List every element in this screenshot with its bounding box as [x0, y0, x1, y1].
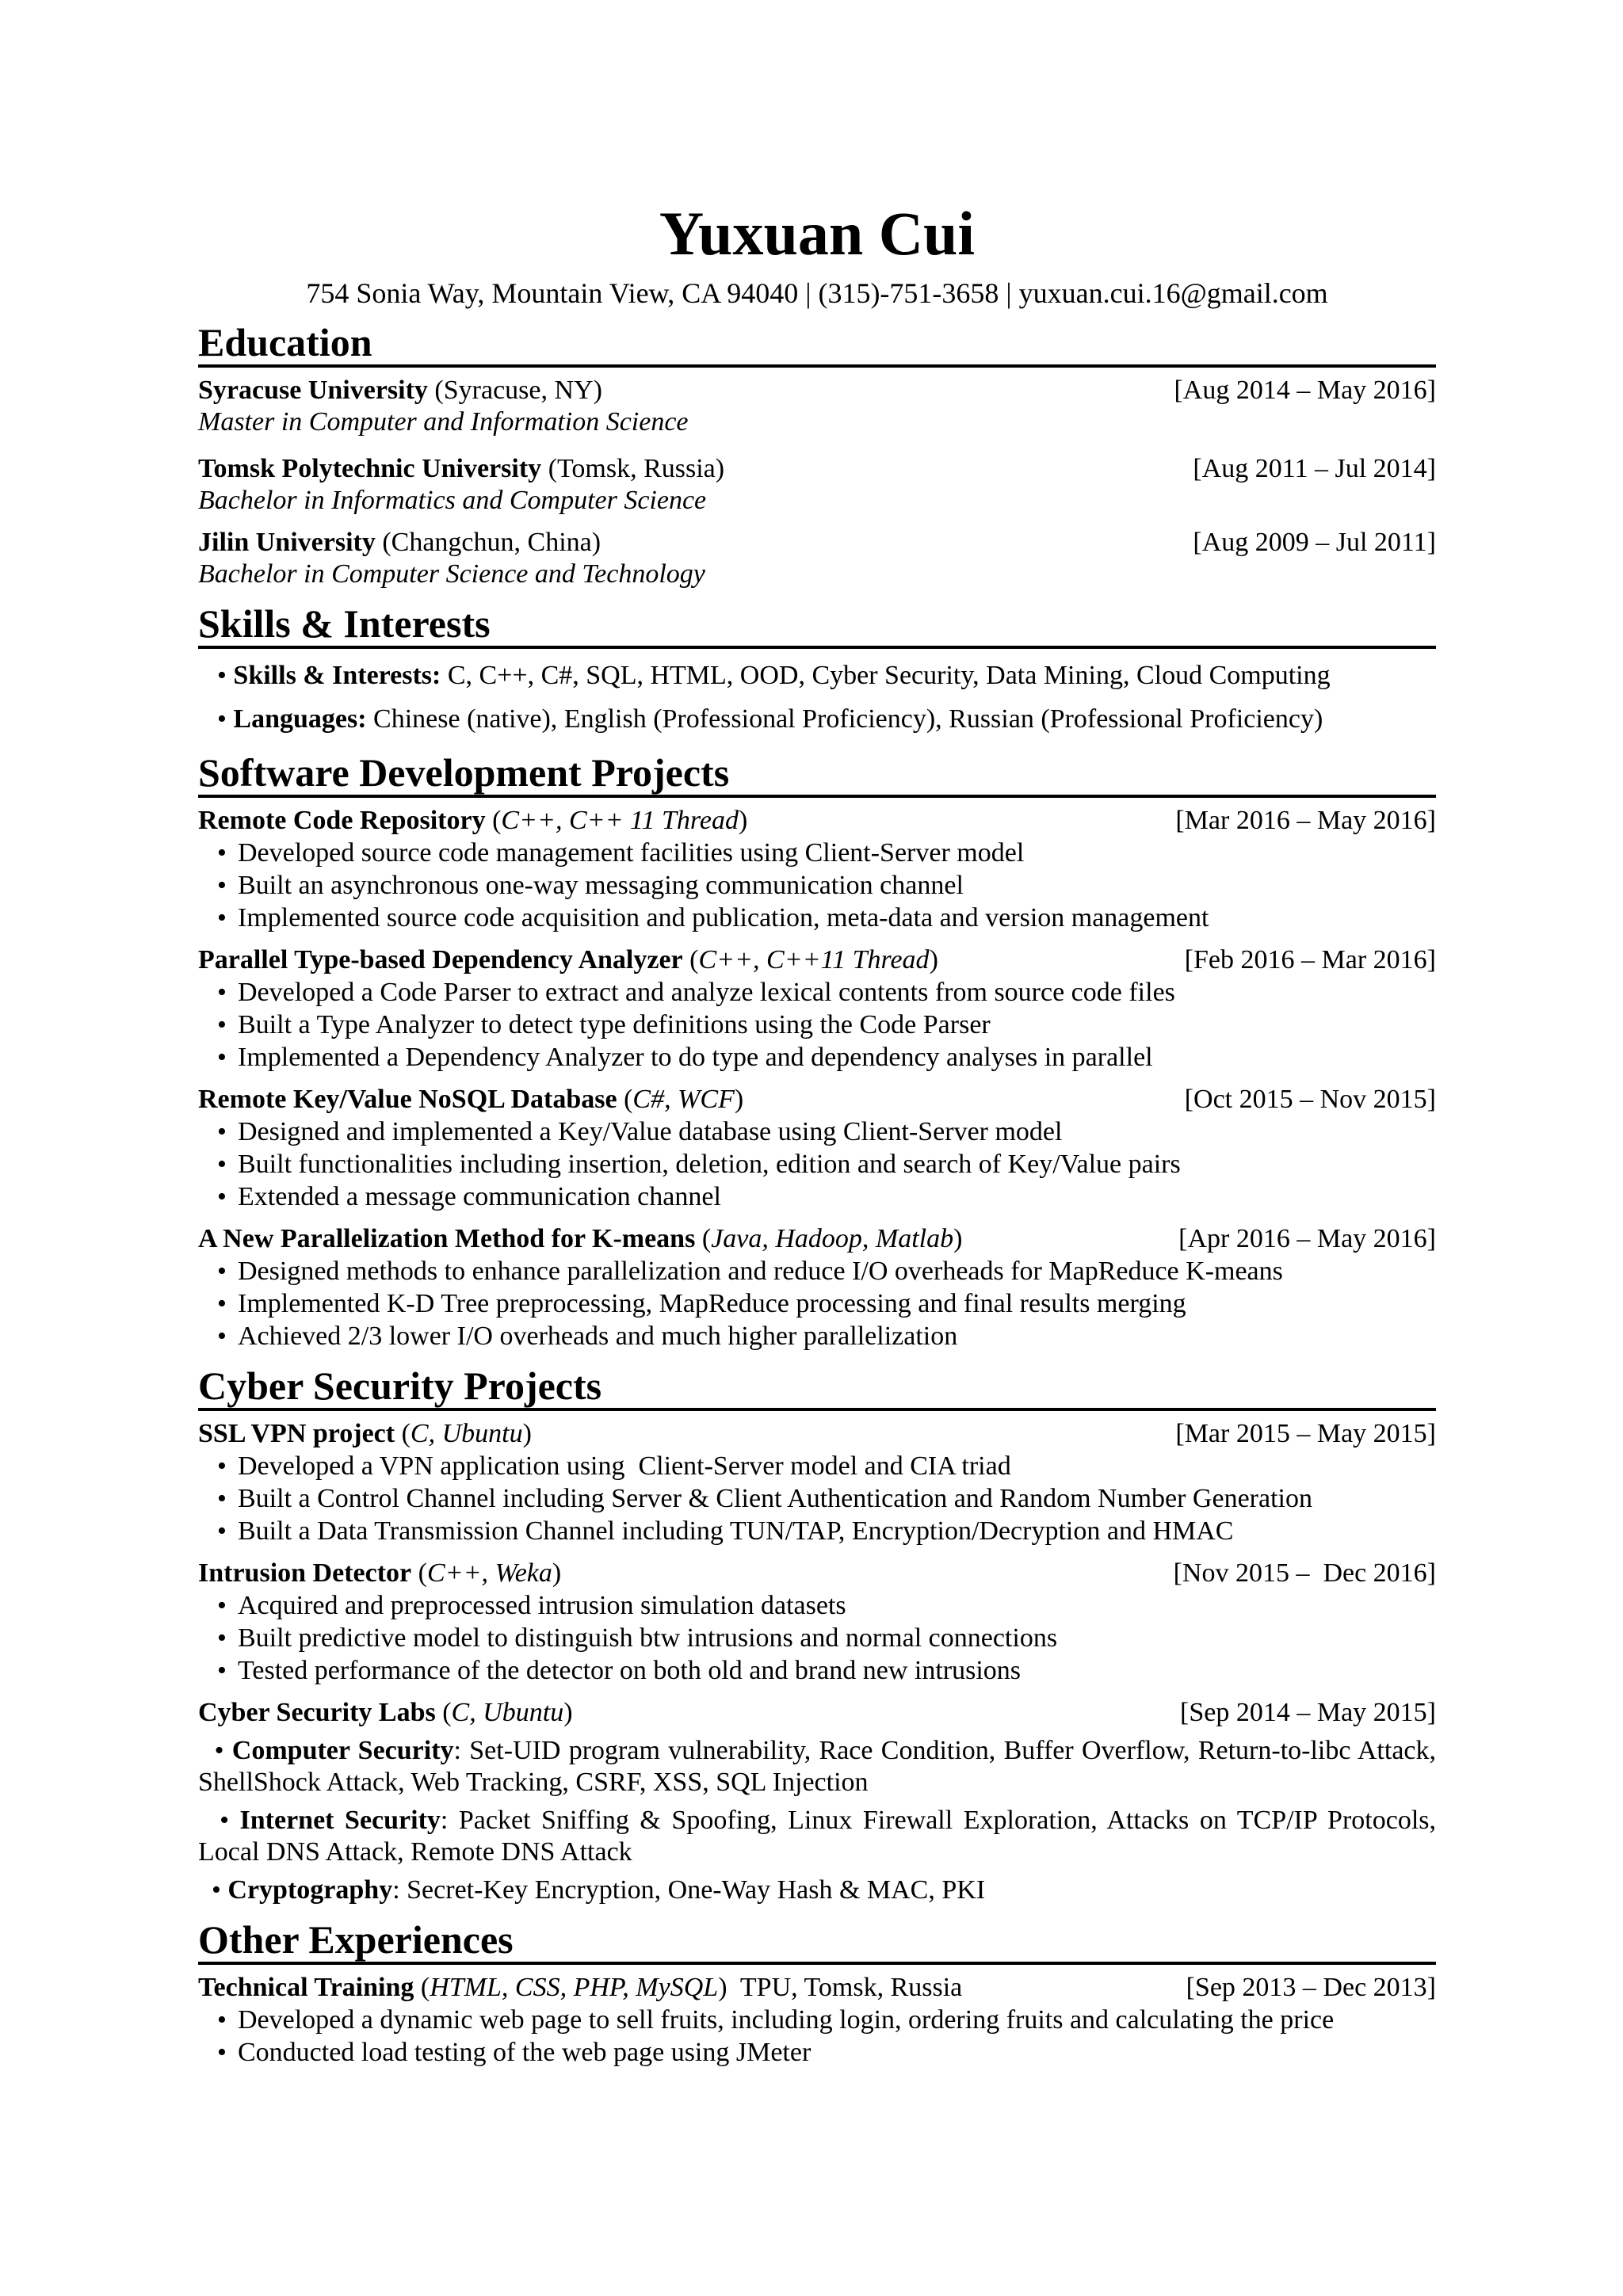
- entry-header: [198, 1557, 1436, 1589]
- list-item: • Built a Type Analyzer to detect type definitions using the Code Parser: [217, 1009, 1436, 1041]
- paren: (: [395, 1419, 411, 1448]
- entry-header: [198, 1696, 1436, 1729]
- school-name: Syracuse University: [198, 376, 428, 405]
- entry-title: [198, 804, 747, 837]
- degree: Master in Computer and Information Science: [198, 407, 689, 437]
- entry-date: [Aug 2009 – Jul 2011]: [1193, 528, 1436, 557]
- list-item: • Built an asynchronous one-way messaging communication channel: [217, 869, 1436, 902]
- lab-label: Cryptography: [227, 1875, 393, 1905]
- bullet-list: [198, 1589, 1436, 1687]
- lab-text: : Packet Sniffing & Spoofing, Linux Firewall Exploration, Attacks on TCP/IP Protocols, Local DNS Attack, Remote DNS Attack: [198, 1806, 1436, 1867]
- degree: Bachelor in Informatics and Computer Science: [198, 486, 707, 515]
- project-tech: C, Ubuntu: [410, 1419, 523, 1448]
- project-name: Intrusion Detector: [198, 1558, 412, 1588]
- entry-date: [Apr 2016 – May 2016]: [1178, 1224, 1436, 1253]
- paren: (: [485, 806, 502, 835]
- labs-entry: [198, 1696, 1436, 1906]
- entry-date: [Sep 2013 – Dec 2013]: [1186, 1973, 1436, 2002]
- bullet-list: [198, 976, 1436, 1074]
- school-name: Jilin University: [198, 528, 376, 557]
- list-item: • Tested performance of the detector on both old and brand new intrusions: [217, 1654, 1436, 1687]
- entry-title: [198, 452, 724, 485]
- entry-header: [198, 452, 1436, 485]
- skill-line: • Skills & Interests: C, C++, C#, SQL, HTML, OOD, Cyber Security, Data Mining, Cloud Computing: [217, 661, 1331, 690]
- project-tech: C++, C++11 Thread: [698, 945, 930, 974]
- list-item: • Implemented source code acquisition and publication, meta-data and version management: [217, 902, 1436, 934]
- paren: (: [695, 1224, 712, 1253]
- list-item: • Built functionalities including insertion, deletion, edition and search of Key/Value pairs: [217, 1148, 1436, 1180]
- entry-date: [Sep 2014 – May 2015]: [1180, 1698, 1436, 1727]
- school-location: (Changchun, China): [382, 528, 601, 557]
- project-name: Remote Code Repository: [198, 806, 486, 835]
- project-name: Remote Key/Value NoSQL Database: [198, 1085, 617, 1114]
- paren: ): [738, 806, 748, 835]
- education-entry: [198, 452, 1436, 517]
- entry-title: [198, 374, 602, 406]
- entry-date: [Mar 2015 – May 2015]: [1175, 1419, 1436, 1448]
- school-location: (Syracuse, NY): [434, 376, 602, 405]
- skill-text: Chinese (native), English (Professional Proficiency), Russian (Professional Proficiency): [366, 704, 1323, 734]
- paren: ): [522, 1419, 532, 1448]
- lab-item: • Computer Security: Set-UID program vulnerability, Race Condition, Buffer Overflow, Return-to-libc Attack, ShellShock Attack, Web Tracking, CSRF, XSS, SQL Injection: [198, 1736, 1436, 1797]
- education-entry: [198, 526, 1436, 590]
- software-section: [198, 750, 1436, 1352]
- bullet-list: [198, 2004, 1436, 2069]
- list-item: • Built a Data Transmission Channel including TUN/TAP, Encryption/Decryption and HMAC: [217, 1515, 1436, 1547]
- degree: Bachelor in Computer Science and Technology: [198, 559, 705, 589]
- entry-header: [198, 1083, 1436, 1116]
- list-item: • Developed a dynamic web page to sell fruits, including login, ordering fruits and calculating the price: [217, 2004, 1436, 2036]
- entry-header: [198, 1222, 1436, 1255]
- lab-item: • Internet Security: Packet Sniffing & Spoofing, Linux Firewall Exploration, Attacks on TCP/IP Protocols, Local DNS Attack, Remote DNS Attack: [198, 1806, 1436, 1867]
- paren: ): [734, 1085, 744, 1114]
- list-item: • Designed methods to enhance parallelization and reduce I/O overheads for MapReduce K-means: [217, 1255, 1436, 1287]
- section-title-other: Other Experiences: [198, 1917, 1436, 1965]
- list-item: • Acquired and preprocessed intrusion simulation datasets: [217, 1589, 1436, 1622]
- entry-header: [198, 374, 1436, 406]
- project-name: Parallel Type-based Dependency Analyzer: [198, 945, 683, 974]
- skill-label: Languages:: [233, 704, 367, 734]
- project-name: A New Parallelization Method for K-means: [198, 1224, 696, 1253]
- section-title-software: Software Development Projects: [198, 750, 1436, 798]
- experience-name: Technical Training: [198, 1973, 414, 2002]
- project-name: Cyber Security Labs: [198, 1698, 436, 1727]
- lab-label: Computer Security: [231, 1736, 454, 1765]
- skills-section: [198, 601, 1436, 741]
- school-location: (Tomsk, Russia): [548, 454, 725, 483]
- paren: (: [411, 1558, 427, 1588]
- entry-date: [Mar 2016 – May 2016]: [1175, 806, 1436, 835]
- entry-title: [198, 1417, 532, 1450]
- paren: (: [414, 1973, 430, 2002]
- list-item: • Implemented a Dependency Analyzer to do type and dependency analyses in parallel: [217, 1041, 1436, 1074]
- project-tech: C, Ubuntu: [451, 1698, 564, 1727]
- resume-page: [198, 198, 1436, 2069]
- bullet-list: [198, 1255, 1436, 1352]
- entry-date: [Nov 2015 – Dec 2016]: [1173, 1558, 1436, 1588]
- paren: (: [617, 1085, 633, 1114]
- entry-header: [198, 1417, 1436, 1450]
- paren: ): [953, 1224, 963, 1253]
- school-name: Tomsk Polytechnic University: [198, 454, 542, 483]
- section-title-education: Education: [198, 320, 1436, 368]
- list-item: • Designed and implemented a Key/Value database using Client-Server model: [217, 1116, 1436, 1148]
- project-tech: Java, Hadoop, Matlab: [711, 1224, 954, 1253]
- entry-header: [198, 526, 1436, 559]
- entry-date: [Aug 2014 – May 2016]: [1174, 376, 1436, 405]
- education-entry: [198, 374, 1436, 438]
- list-item: • Developed a Code Parser to extract and analyze lexical contents from source code files: [217, 976, 1436, 1009]
- project-name: SSL VPN project: [198, 1419, 395, 1448]
- other-section: [198, 1917, 1436, 2069]
- entry-title: [198, 1696, 573, 1729]
- bullet-list: [198, 1450, 1436, 1547]
- bullet-list: [198, 837, 1436, 934]
- entry-title: [198, 526, 601, 559]
- list-item: • Built a Control Channel including Server & Client Authentication and Random Number Generation: [217, 1482, 1436, 1515]
- skill-line: • Languages: Chinese (native), English (Professional Proficiency), Russian (Professional Proficiency): [217, 704, 1323, 734]
- paren: ): [929, 945, 938, 974]
- entry-header: [198, 1971, 1436, 2004]
- list-item: • Developed a VPN application using Client-Server model and CIA triad: [217, 1450, 1436, 1482]
- paren-location: ) TPU, Tomsk, Russia: [718, 1973, 963, 2002]
- entry-title: [198, 1557, 561, 1589]
- section-title-skills: Skills & Interests: [198, 601, 1436, 649]
- candidate-name: Yuxuan Cui: [659, 199, 976, 268]
- cyber-section: [198, 1363, 1436, 1906]
- project-tech: C#, WCF: [632, 1085, 735, 1114]
- list-item: • Implemented K-D Tree preprocessing, MapReduce processing and final results merging: [217, 1287, 1436, 1320]
- skill-text: C, C++, C#, SQL, HTML, OOD, Cyber Security, Data Mining, Cloud Computing: [441, 661, 1331, 690]
- entry-header: [198, 804, 1436, 837]
- lab-text: : Secret-Key Encryption, One-Way Hash & MAC, PKI: [392, 1875, 986, 1905]
- paren: ): [552, 1558, 562, 1588]
- entry-title: [198, 944, 938, 976]
- entry-title: [198, 1971, 962, 2004]
- paren: (: [682, 945, 699, 974]
- lab-text: : Set-UID program vulnerability, Race Condition, Buffer Overflow, Return-to-libc Attack, ShellShock Attack, Web Tracking, CSRF, XSS, SQL Injection: [198, 1736, 1436, 1797]
- project-entry: [198, 1083, 1436, 1213]
- experience-tech: HTML, CSS, PHP, MySQL: [430, 1973, 719, 2002]
- list-item: • Built predictive model to distinguish btw intrusions and normal connections: [217, 1622, 1436, 1654]
- project-entry: [198, 1222, 1436, 1352]
- lab-item: • Cryptography: Secret-Key Encryption, One-Way Hash & MAC, PKI: [198, 1875, 986, 1905]
- project-tech: C++, Weka: [426, 1558, 552, 1588]
- education-section: [198, 320, 1436, 590]
- list-item: • Achieved 2/3 lower I/O overheads and much higher parallelization: [217, 1320, 1436, 1352]
- project-entry: [198, 1557, 1436, 1687]
- list-item: • Conducted load testing of the web page using JMeter: [217, 2036, 1436, 2069]
- project-entry: [198, 944, 1436, 1074]
- project-entry: [198, 1417, 1436, 1547]
- experience-entry: [198, 1971, 1436, 2069]
- bullet-list: [198, 1116, 1436, 1213]
- entry-date: [Oct 2015 – Nov 2015]: [1184, 1085, 1436, 1114]
- contact-line: 754 Sonia Way, Mountain View, CA 94040 | (315)-751-3658 | yuxuan.cui.16@gmail.com: [306, 277, 1328, 309]
- section-title-cyber: Cyber Security Projects: [198, 1363, 1436, 1411]
- paren: ): [563, 1698, 573, 1727]
- paren: (: [435, 1698, 452, 1727]
- list-item: • Extended a message communication channel: [217, 1180, 1436, 1213]
- entry-title: [198, 1083, 743, 1116]
- project-entry: [198, 804, 1436, 934]
- skill-label: Skills & Interests:: [233, 661, 441, 690]
- lab-label: Internet Security: [239, 1806, 441, 1835]
- list-item: • Developed source code management facilities using Client-Server model: [217, 837, 1436, 869]
- entry-header: [198, 944, 1436, 976]
- entry-date: [Aug 2011 – Jul 2014]: [1193, 454, 1436, 483]
- entry-title: [198, 1222, 962, 1255]
- entry-date: [Feb 2016 – Mar 2016]: [1184, 945, 1436, 974]
- project-tech: C++, C++ 11 Thread: [501, 806, 739, 835]
